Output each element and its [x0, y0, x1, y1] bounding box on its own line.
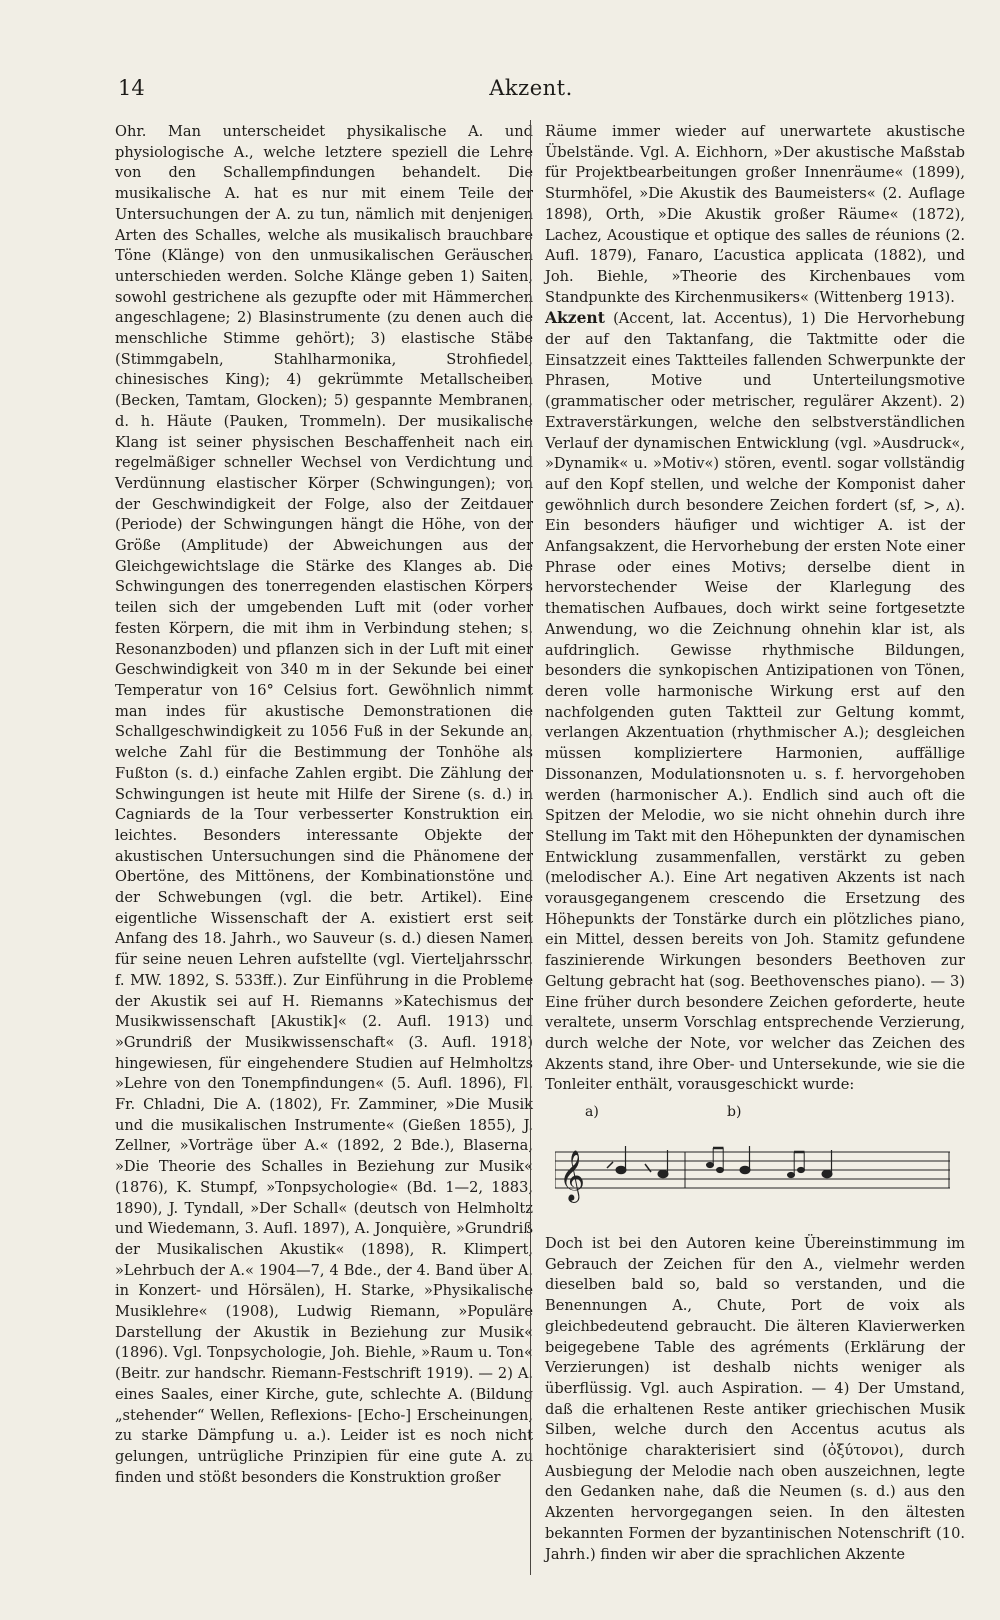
running-head: Akzent. — [489, 76, 573, 100]
entry-akzent — [545, 308, 965, 1096]
right-column-para-1: Räume immer wieder auf unerwartete akustische Übelstände. Vgl. A. Eichhorn, »Der akustische Maßstab für Projektbearbeitungen großer Innenräume« (1899), Sturmhöfel, »Die Akustik des Baumeisters« (2. Auflage 1898), Orth, »Die Akustik großer Räume« (1872), Lachez, Acoustique et optique des salles de réunions (2. Aufl. 1879), Fanaro, L’acustica applicata (1882), und Joh. Biehle, »Theorie des Kirchenbaues vom Standpunkte des Kirchenmusikers« (Wittenberg 1913). — [545, 123, 965, 306]
page-number: 14 — [118, 76, 145, 100]
headword: Akzent — [545, 308, 605, 328]
right-column — [545, 122, 965, 1565]
left-column-text: Ohr. Man unterscheidet physikalische A. und physiologische A., welche letztere speziell die Lehre von den Schallempfindungen behandelt. Die musikalische A. hat es nur mit einem Teile der Untersuchungen der A. zu tun, nämlich mit denjenigen Arten des Schalles, welche als musikalisch brauchbare Töne (Klänge) von den unmusikalischen Geräuschen unterschieden werden. Solche Klänge geben 1) Saiten, sowohl gestrichene als gezupfte oder mit Hämmerchen angeschlagene; 2) Blasinstrumente (zu denen auch die menschliche Stimme gehört); 3) elastische Stäbe (Stimmgabeln, Stahlharmonika, Strohfiedel, chinesisches King); 4) gekrümmte Metallscheiben (Becken, Tamtam, Glocken); 5) gespannte Membranen, d. h. Häute (Pauken, Trommeln). Der musikalische Klang ist seiner physischen Beschaffenheit nach ein regelmäßiger schneller Wechsel von Verdichtung und Verdünnung elastischer Körper (Schwingungen); von der Geschwindigkeit der Folge, also der Zeitdauer (Periode) der Schwingungen hängt die Höhe, von der Größe (Amplitude) der Abweichungen aus der Gleichgewichtslage die Stärke des Klanges ab. Die Schwingungen des tonerregenden elastischen Körpers teilen sich der umgebenden Luft mit (oder vorher festen Körpern, die mit ihm in Verbindung stehen; s. Resonanzboden) und pflanzen sich in der Luft mit einer Geschwindigkeit von 340 m in der Sekunde bei einer Temperatur von 16° Celsius fort. Gewöhnlich nimmt man indes für akustische Demonstrationen die Schallgeschwindigkeit zu 1056 Fuß in der Sekunde an, welche Zahl für die Bestimmung der Tonhöhe als Fußton (s. d.) einfache Zahlen ergibt. Die Zählung der Schwingungen ist heute mit Hilfe der Sirene (s. d.) in Cagniards de la Tour verbesserter Konstruktion ein leichtes. Besonders interessante Objekte der akustischen Untersuchungen sind die Phänomene der Obertöne, des Mittönens, der Kombinationstöne und der Schwebungen (vgl. die betr. Artikel). Eine eigentliche Wissenschaft der A. existiert erst seit Anfang des 18. Jahrh., wo Sauveur (s. d.) diesen Namen für seine neuen Lehren aufstellte (vgl. Vierteljahrsschr. f. MW. 1892, S. 533ff.). Zur Einführung in die Probleme der Akustik sei auf H. Riemanns »Katechismus der Musikwissenschaft [Akustik]« (2. Aufl. 1913) und »Grundriß der Musikwissenschaft« (3. Aufl. 1918) hingewiesen, für eingehendere Studien auf Helmholtzs »Lehre von den Tonempfindungen« (5. Aufl. 1896), Fl. Fr. Chladni, Die A. (1802), Fr. Zamminer, »Die Musik und die musikalischen Instrumente« (Gießen 1855), J. Zellner, »Vorträge über A.« (1892, 2 Bde.), Blaserna, »Die Theorie des Schalles in Beziehung zur Musik« (1876), K. Stumpf, »Tonpsychologie« (Bd. 1—2, 1883, 1890), J. Tyndall, »Der Schall« (deutsch von Helmholtz und Wiedemann, 3. Aufl. 1897), A. Jonquière, »Grundriß der Musikalischen Akustik« (1898), R. Klimpert, »Lehrbuch der A.« 1904—7, 4 Bde., der 4. Band über A. in Konzert- und Hörsälen), H. Starke, »Physikalische Musiklehre« (1908), Ludwig Riemann, »Populäre Darstellung der Akustik in Beziehung zur Musik« (1896). Vgl. Tonpsychologie, Joh. Biehle, »Raum u. Ton« (Beitr. zur handschr. Riemann-Festschrift 1919). — 2) A. eines Saales, einer Kirche, gute, schlechte A. (Bildung „stehender“ Wellen, Reflexions- [Echo-] Erscheinungen, zu starke Dämpfung u. a.). Leider ist es noch nicht gelungen, untrügliche Prinzipien für eine gute A. zu finden und stößt besonders die Konstruktion großer — [115, 123, 533, 1486]
music-example — [545, 1100, 965, 1228]
music-staff — [555, 1138, 950, 1210]
page-header — [118, 76, 944, 106]
treble-clef-icon: 𝄞 — [559, 1150, 586, 1202]
entry-body: (Accent, lat. Accentus), 1) Die Hervorhebung der auf den Taktanfang, die Taktmitte oder die Einsatzzeit eines Taktteiles fallenden Schwerpunkte der Phrasen, Motive und Unterteilungsmotive (grammatischer oder metrischer, regulärer Akzent). 2) Extraverstärkungen, welche den selbstverständlichen Verlauf der dynamischen Entwicklung (vgl. »Ausdruck«, »Dynamik« u. »Motiv«) stören, eventl. sogar vollständig auf den Kopf stellen, und welche der Komponist daher gewöhnlich durch besondere Zeichen fordert (sf, >, ʌ). Ein besonders häufiger und wichtiger A. ist der Anfangsakzent, die Hervorhebung der ersten Note einer Phrase oder eines Motivs; derselbe dient in hervorstechender Weise der Klarlegung des thematischen Aufbaues, doch wirkt seine fortgesetzte Anwendung, wo die Zeichnung ohnehin klar ist, als aufdringlich. Gewisse rhythmische Bildungen, besonders die synkopischen Antizipationen von Tönen, deren volle harmonische Wirkung erst auf den nachfolgenden guten Taktteil zur Geltung kommt, verlangen Akzentuation (rhythmischer A.); desgleichen müssen kompliziertere Harmonien, auffällige Dissonanzen, Modulationsnoten u. s. f. hervorgehoben werden (harmonischer A.). Endlich sind auch oft die Spitzen der Melodie, wo sie nicht ohnehin durch ihre Stellung im Takt mit den Höhepunkten der dynamischen Entwicklung zusammenfallen, verstärkt zu geben (melodischer A.). Eine Art negativen Akzents ist nach vorausgegangenem crescendo die Ersetzung des Höhepunkts der Tonstärke durch ein plötzliches piano, ein Mittel, dessen bereits von Joh. Stamitz gefundene faszinierende Wirkungen besonders Beethoven zur Geltung gebracht hat (sog. Beethovensches piano). — 3) Eine früher durch besondere Zeichen geforderte, heute veraltete, unserm Vorschlag entsprechende Verzierung, durch welche der Note, vor welcher das Zeichen des Akzents stand, ihre Ober- und Untersekunde, wie sie die Tonleiter enthält, vorausgeschickt wurde: — [545, 310, 965, 1094]
column-divider — [530, 120, 531, 1575]
music-label-a: a) — [585, 1104, 599, 1121]
right-column-para-3: Doch ist bei den Autoren keine Übereinstimmung im Gebrauch der Zeichen für den A., vielmehr werden dieselben bald so, bald so verstanden, und die Benennungen A., Chute, Port de voix als gleichbedeutend gebraucht. Die älteren Klavierwerken beigegebene Table des agréments (Erklärung der Verzierungen) ist deshalb nichts weniger als überflüssig. Vgl. auch Aspiration. — 4) Der Umstand, daß die erhaltenen Reste antiker griechischen Musik Silben, welche durch den Accentus acutus als hochtönige charakterisiert sind (ὀξύτονοι), durch Ausbiegung der Melodie nach oben auszeichnen, legte den Gedanken nahe, daß die Neumen (s. d.) aus den Akzenten hervorgegangen seien. In den ältesten bekannten Formen der byzantinischen Notenschrift (10. Jahrh.) finden wir aber die sprachlichen Akzente — [545, 1235, 965, 1563]
music-label-b: b) — [727, 1104, 742, 1121]
left-column — [115, 122, 533, 1488]
